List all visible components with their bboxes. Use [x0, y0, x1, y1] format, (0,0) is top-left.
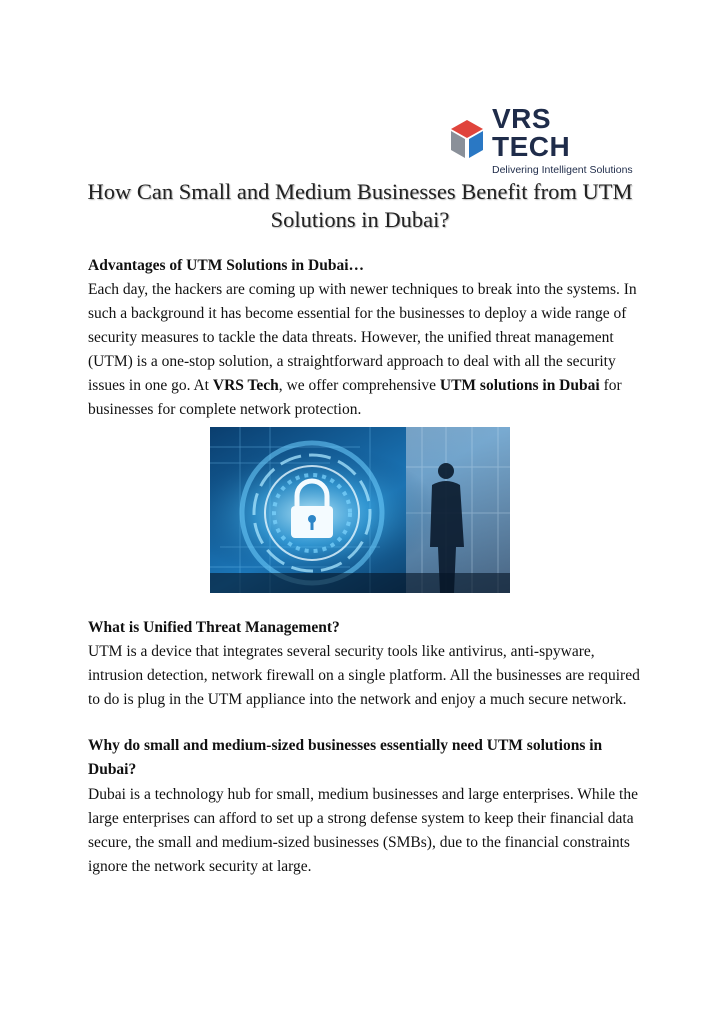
body-text: for businesses for complete network protection. [88, 377, 622, 418]
section-why-need-utm [88, 734, 648, 782]
section-body-why-need-utm: Dubai is a technology hub for small, medium businesses and large enterprises. While the large enterprises can afford to set up a strong defense system to keep their financial data secure, the small and medium-sized businesses (SMBs), due to the financial constraints ignore the network security at large. [88, 786, 638, 875]
logo-mark-icon [448, 118, 486, 162]
body-text: Each day, the hackers are coming up with newer techniques to break into the systems. In such a background it has become essential for the businesses to deploy a wide range of security measures to tackle the data threats. However, the unified threat management (UTM) is a one-stop solution, a straightforward approach to deal with all the security issues in one go. At [88, 281, 637, 394]
section-body-why-need-utm-wrap [88, 783, 648, 879]
section-body-what-is-utm: UTM is a device that integrates several security tools like antivirus, anti-spyware, intrusion detection, network firewall on a single platform. All the businesses are required to do is plug in the UTM appliance into the network and enjoy a much secure network. [88, 643, 640, 708]
logo-tagline: Delivering Intelligent Solutions [492, 163, 633, 176]
section-what-is-utm [88, 616, 648, 712]
security-illustration [210, 427, 510, 593]
section-heading-why-need-utm: Why do small and medium-sized businesses essentially need UTM solutions in Dubai? [88, 737, 603, 778]
page-title: How Can Small and Medium Businesses Benefit from UTM Solutions in Dubai? [87, 179, 633, 232]
logo-brand: VRS TECH [492, 102, 571, 162]
section-body-advantages [88, 278, 648, 422]
company-logo [448, 102, 633, 176]
body-text: , we offer comprehensive [278, 377, 440, 394]
service-mention: UTM solutions in Dubai [439, 377, 600, 394]
section-heading-advantages: Advantages of UTM Solutions in Dubai… [88, 257, 365, 274]
section-heading-what-is-utm: What is Unified Threat Management? [88, 619, 340, 636]
brand-mention: VRS Tech [212, 377, 279, 394]
section-advantages [88, 254, 648, 422]
